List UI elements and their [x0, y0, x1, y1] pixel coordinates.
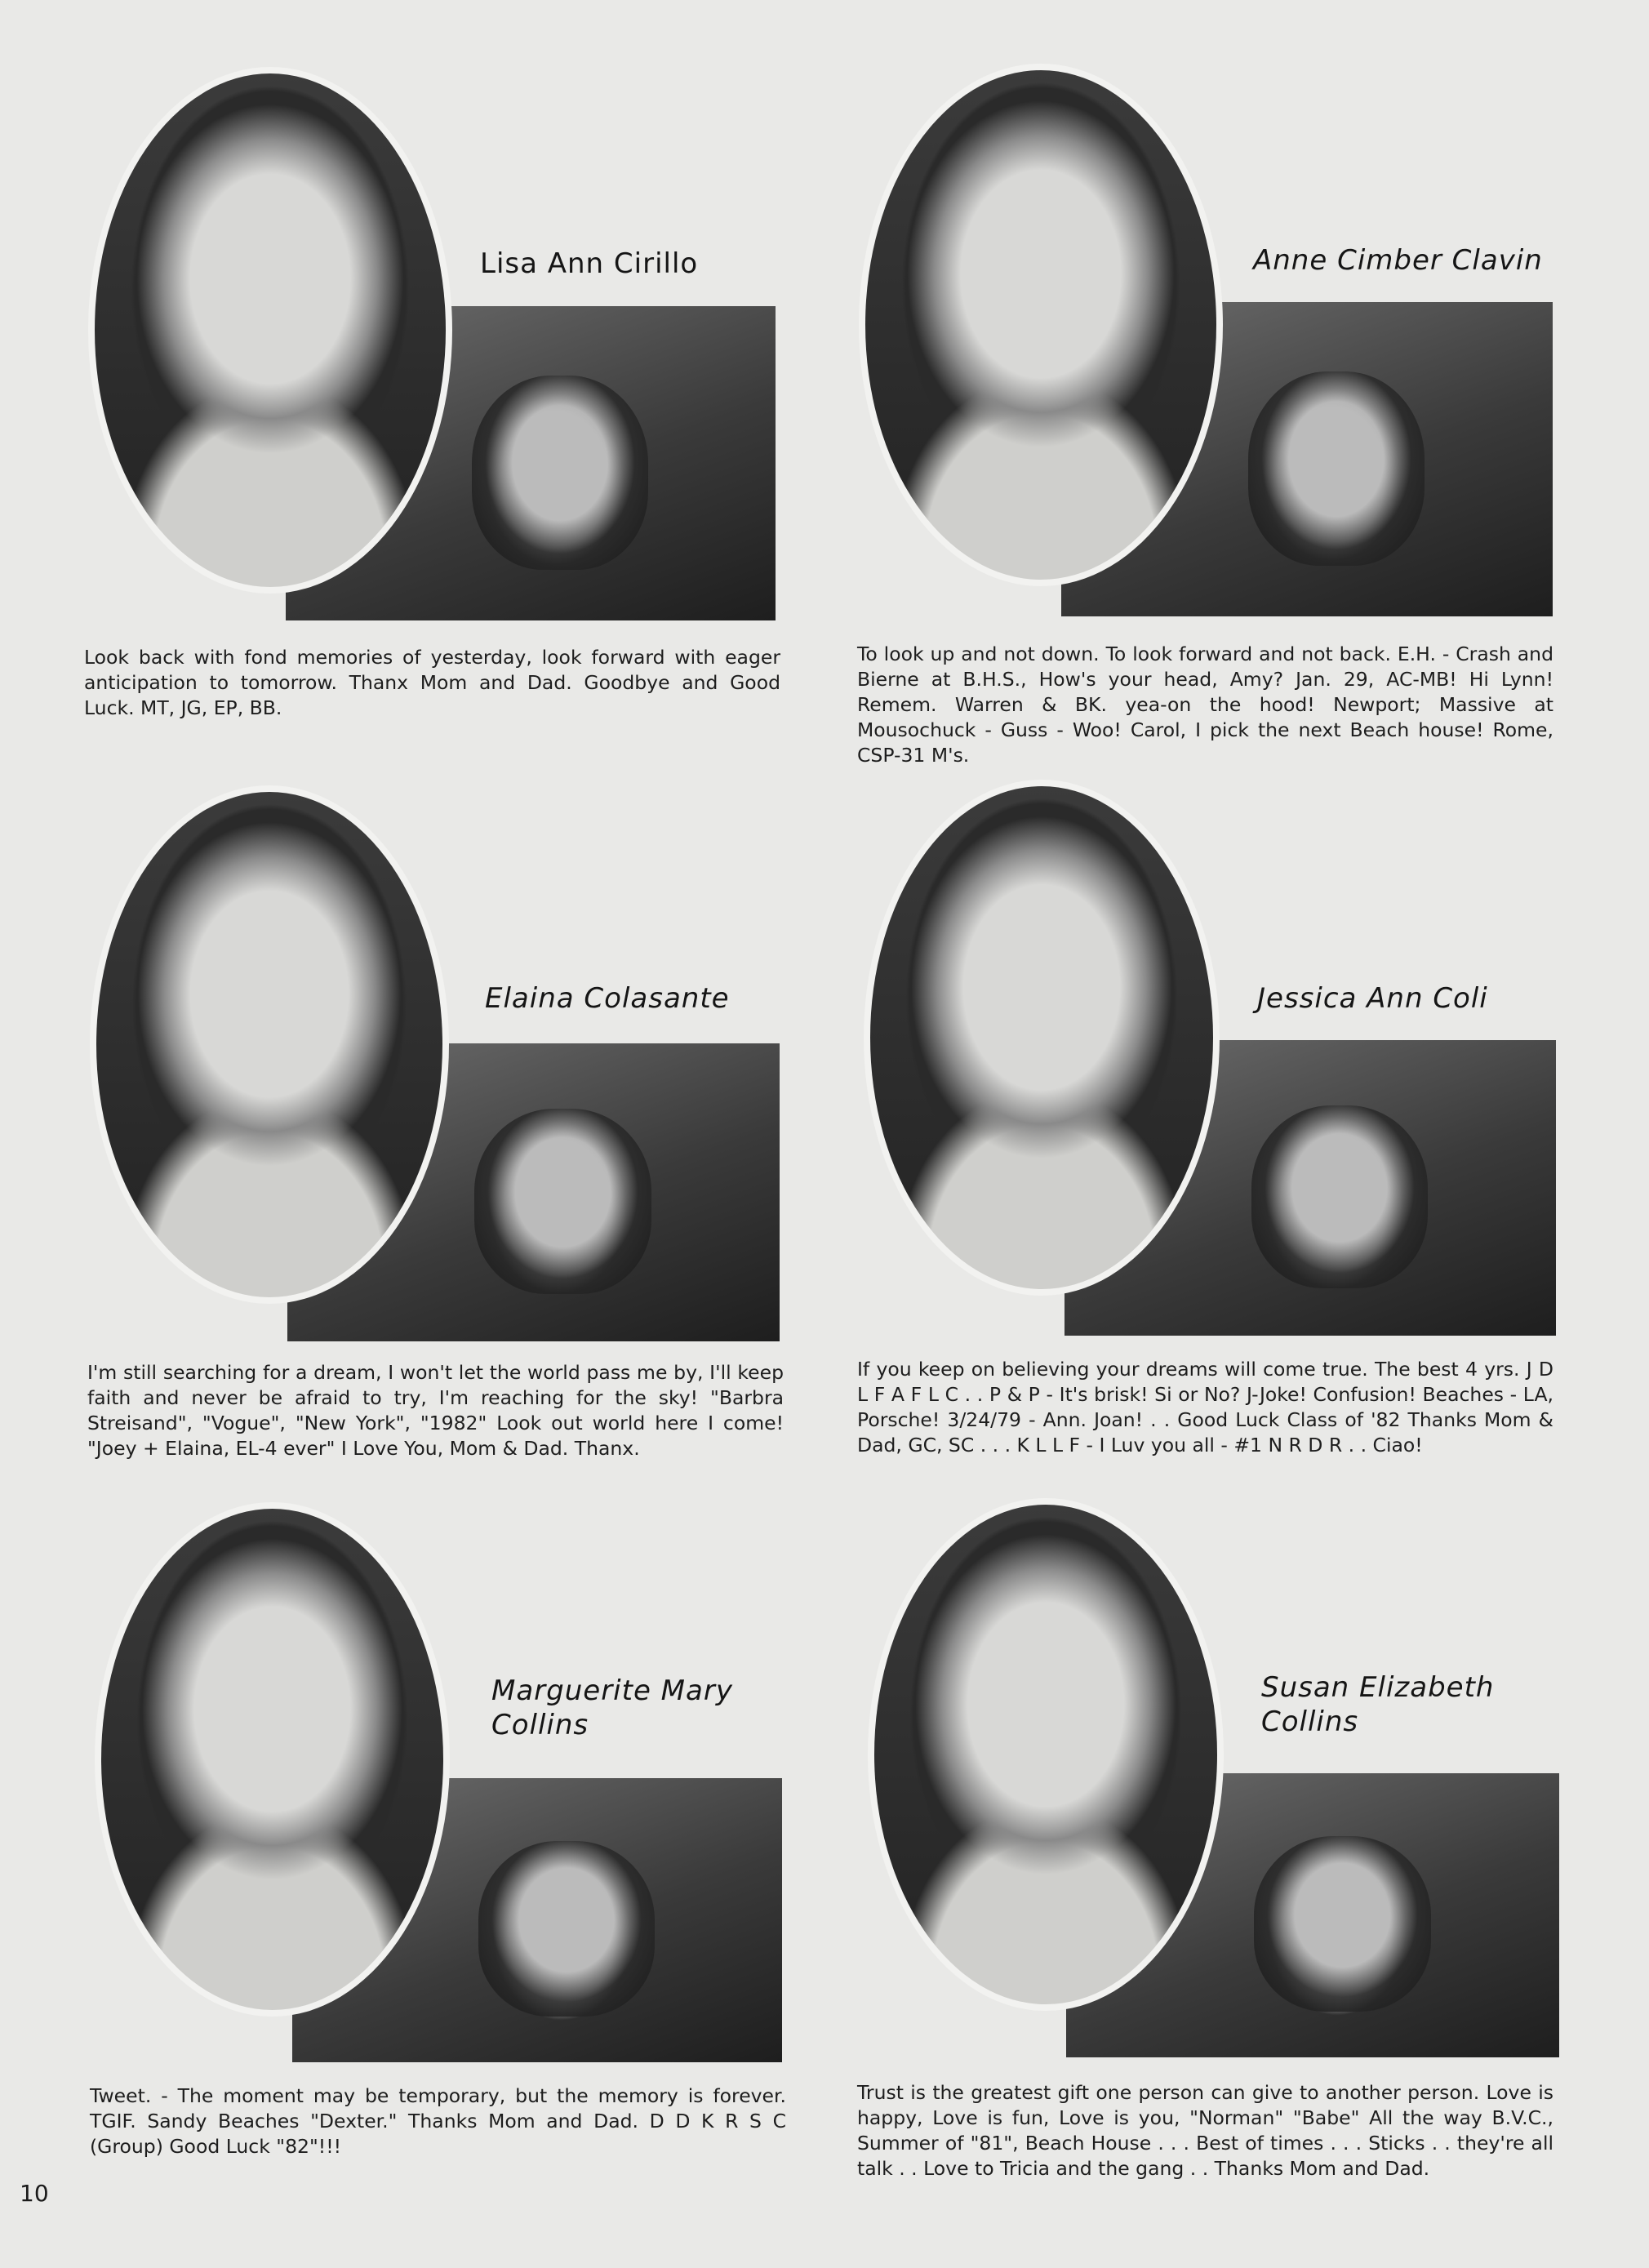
senior-caption: Tweet. - The moment may be temporary, but the memory is forever. TGIF. Sandy Beaches "Dexter." Thanks Mom and Dad. D D K R S C (Group) Good Luck "82"!!!	[90, 2084, 786, 2158]
senior-caption: If you keep on believing your dreams will come true. The best 4 yrs. J D L F A F L C . . P & P - It's brisk! Si or No? J-Joke! Confusion! Beaches - LA, Porsche! 3/24/79 - Ann. Joan! . . Good Luck Class of '82 Thanks Mom & Dad, GC, SC . . . K L L F - I Luv you all - #1 N R D R . . Ciao!	[857, 1358, 1553, 1456]
senior-caption: Trust is the greatest gift one person can give to another person. Love is happy, Love is fun, Love is you, "Norman" "Babe" All the way B.V.C., Summer of "81", Beach House . . . Best of times . . . Sticks . . they're all talk . . Love to Tricia and the gang . . Thanks Mom and Dad.	[857, 2081, 1553, 2180]
senior-caption: Look back with fond memories of yesterday, look forward with eager anticipation to tomorrow. Thanx Mom and Dad. Goodbye and Good Luck. MT, JG, EP, BB.	[84, 646, 780, 719]
portrait-photo	[101, 1509, 443, 2010]
portrait-photo	[96, 792, 442, 1297]
senior-name: Anne Cimber Clavin	[1253, 244, 1543, 277]
portrait-frame	[88, 67, 452, 594]
portrait-frame	[868, 1498, 1224, 2011]
senior-name: Lisa Ann Cirillo	[480, 247, 699, 280]
senior-name: Elaina Colasante	[485, 982, 730, 1015]
portrait-frame	[90, 785, 449, 1304]
senior-name: Marguerite Mary Collins	[491, 1674, 733, 1741]
senior-name: Jessica Ann Coli	[1257, 982, 1488, 1015]
portrait-frame	[859, 64, 1223, 586]
senior-name: Susan Elizabeth Collins	[1261, 1671, 1495, 1738]
portrait-photo	[870, 786, 1213, 1289]
portrait-photo	[95, 73, 446, 587]
senior-caption: I'm still searching for a dream, I won't let the world pass me by, I'll keep faith and never be afraid to try, I'm reaching for the sky! "Barbra Streisand", "Vogue", "New York", "1982" Look out world here I come! "Joey + Elaina, EL-4 ever" I Love You, Mom & Dad. Thanx.	[87, 1361, 784, 1460]
portrait-frame	[864, 780, 1220, 1296]
senior-caption: To look up and not down. To look forward and not back. E.H. - Crash and Bierne at B.H.S., How's your head, Amy? Jan. 29, AC-MB! Hi Lynn! Remem. Warren & BK. yea-on the hood! Newport; Massive at Mousochuck - Guss - Woo! Carol, I pick the next Beach house! Rome, CSP-31 M's.	[857, 643, 1553, 767]
portrait-frame	[95, 1502, 450, 2017]
page-number: 10	[20, 2180, 49, 2207]
portrait-photo	[865, 70, 1216, 580]
portrait-photo	[874, 1505, 1217, 2004]
